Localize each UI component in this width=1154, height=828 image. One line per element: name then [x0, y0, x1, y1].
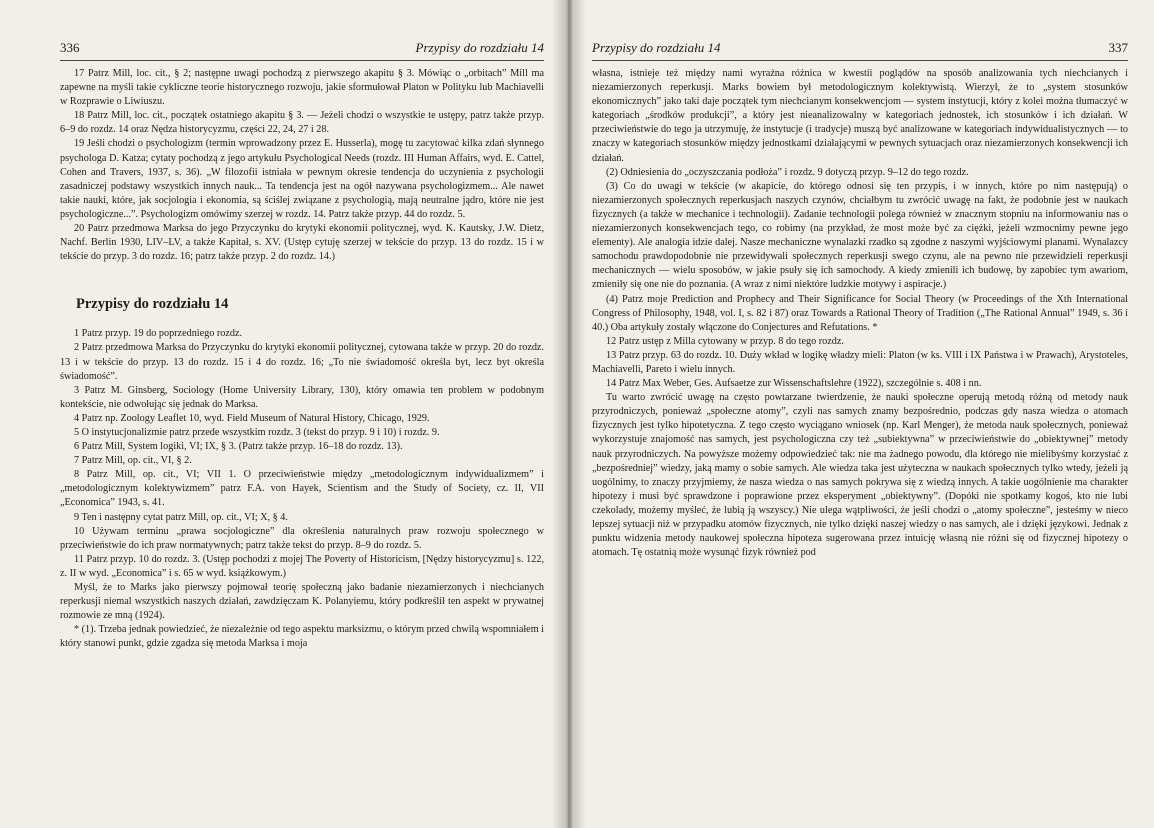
right-page	[572, 0, 1154, 828]
footnote-20: 20 Patrz przedmowa Marksa do jego Przyczynku do krytyki ekonomii politycznej, wyd. K. Kautsky, J.W. Dietz, Nachf. Berlin 1930, LIV–LV, a także Kapitał, s. XV. (Ustęp cytuję szerzej w tekście do przyp. 13 do rozdz. 15 i w tekście do przyp. 3 do rozdz. 16; patrz także przyp. 2 do rozdz. 14.)	[60, 223, 544, 263]
footnote-11-star-note: * (1). Trzeba jednak powiedzieć, że niezależnie od tego aspektu marksizmu, o którym przed chwilą wspomniałem i który stanowi punkt, gdzie zgadza się metoda Marksa i moja	[60, 624, 544, 650]
footnote-4: 4 Patrz np. Zoology Leaflet 10, wyd. Field Museum of Natural History, Chicago, 1929.	[74, 412, 430, 424]
footnote-17: 17 Patrz Mill, loc. cit., § 2; następne uwagi pochodzą z pierwszego akapitu § 3. Mówiąc o „orbitach” Mill ma zapewne na myśli takie cykliczne teorie historycznego rozwoju, jakie sformułował Platon w Polityku lub Machiavelli w Rozprawie o Liwiuszu.	[60, 68, 544, 108]
continuation-paragraph: własna, istnieje też między nami wyraźna różnica w kwestii poglądów na sposób analizowania tych niechcianych i niezamierzonych reperkusji. Marks bowiem był metodologicznym kolektywistą. Wierzył, że to „system stosunków ekonomicznych” jako taki daje początek tym niechcianym konsekwencjom — system instytucji, który z kolei można tłumaczyć w kategoriach „środków produkcji”, a który jest nieanalizowalny w kategoriach jednostek, ich stosunków i ich działań. W przeciwieństwie do tego ja utrzymuję, że instytucje (i tradycje) muszą być analizowane w kategoriach indywidualistycznych — to znaczy w kategoriach stosunków między jednostkami działającymi w pewnych sytuacjach oraz niezamierzonych konsekwencji ich działań.	[592, 68, 1128, 164]
left-footnotes-top	[60, 67, 544, 264]
footnote-8: 8 Patrz Mill, op. cit., VI; VII 1. O przeciwieństwie między „metodologicznym indywidualizmem” i „metodologicznym kolektywizmem” patrz F.A. von Hayek, Scientism and the Study of Society, cz. II, VII „Economica” 1943, s. 41.	[60, 469, 544, 509]
footnote-13: 13 Patrz przyp. 63 do rozdz. 10. Duży wkład w logikę władzy mieli: Platon (w ks. VIII i IX Państwa i w Prawach), Arystoteles, Machiavelli, Pareto i wielu innych.	[592, 349, 1128, 375]
left-page	[0, 0, 568, 828]
right-page-header	[592, 40, 1128, 61]
left-running-title: Przypisy do rozdziału 14	[415, 40, 544, 55]
note-2-paragraph: (2) Odniesienia do „oczyszczania podłoża” i rozdz. 9 dotyczą przyp. 9–12 do tego rozdz.	[606, 166, 969, 178]
section-heading: Przypisy do rozdziału 14	[76, 296, 229, 313]
right-running-title: Przypisy do rozdziału 14	[592, 40, 721, 55]
footnote-1: 1 Patrz przyp. 19 do poprzedniego rozdz.	[74, 328, 243, 340]
footnote-14: 14 Patrz Max Weber, Ges. Aufsaetze zur Wissenschaftslehre (1922), szczególnie s. 408 i nn.	[606, 378, 982, 390]
footnote-10: 10 Używam terminu „prawa socjologiczne” dla określenia naturalnych praw rozwoju społecznego w przeciwieństwie do ich praw normatywnych; patrz także tekst do przyp. 8–9 do rozdz. 5.	[60, 525, 544, 551]
left-page-header	[60, 40, 544, 61]
footnote-5: 5 O instytucjonalizmie patrz przede wszystkim rozdz. 3 (tekst do przyp. 9 i 10) i rozdz. 9.	[74, 426, 440, 438]
footnote-9: 9 Ten i następny cytat patrz Mill, op. cit., VI; X, § 4.	[74, 511, 288, 523]
footnote-7: 7 Patrz Mill, op. cit., VI, § 2.	[74, 455, 192, 467]
left-footnotes-section	[60, 327, 544, 651]
footnote-6: 6 Patrz Mill, System logiki, VI; IX, § 3. (Patrz także przyp. 16–18 do rozdz. 13).	[74, 441, 403, 453]
note-4-paragraph: (4) Patrz moje Prediction and Prophecy and Their Significance for Social Theory (w Proceedings of the Xth International Congress of Philosophy, 1948, vol. I, s. 82 i 87) oraz Towards a Rational Theory of Tradition („The Rational Annual” 1949, s. 36 i 40.) Oba artykuły zostały włączone do Conjectures and Refutations. *	[592, 293, 1128, 333]
right-body	[592, 67, 1128, 560]
note-3-paragraph: (3) Co do uwagi w tekście (w akapicie, do którego odnosi się ten przypis, i w innych, które po nim następują) o niezamierzonych społecznych reperkusjach naszych czynów, chciałbym tu zwrócić uwagę na fakt, że podobnie jest w naukach fizycznych (a także w mechanice i technologii). Zadanie technologii polega również w znacznym stopniu na informowaniu nas o niezamierzonych konsekwencjach tego, co robimy (na przykład, że most może być za ciężki, jeżeli wzmocnimy pewne jego elementy). Ale analogia idzie dalej. Nasze mechaniczne wynalazki rzadko są zgodne z naszymi wyjściowymi planami. Wynalazcy samochodu prawdopodobnie nie przewidywali społecznych reperkusji swego czynu, ale na pewno nie przewidzieli reperkusji mechanicznych — wielu sposobów, w jakie psuły się ich samochody. A kiedy zmienili ich budowę, by zapobiec tym awariom, zmieniły się one nie do poznania. (A wraz z nimi niektóre ludzkie motywy i aspiracje.)	[592, 180, 1128, 291]
footnote-3: 3 Patrz M. Ginsberg, Sociology (Home University Library, 130), który omawia ten problem w podobnym kontekście, nie odwołując się jednak do Marksa.	[60, 384, 544, 410]
footnote-11: 11 Patrz przyp. 10 do rozdz. 3. (Ustęp pochodzi z mojej The Poverty of Historicism, [Nędzy historycyzmu] s. 122, z. II w wyd. „Economica” i s. 65 w wyd. książkowym.)	[60, 553, 544, 579]
right-page-number: 337	[1108, 40, 1128, 55]
left-page-number: 336	[60, 40, 80, 55]
footnote-2: 2 Patrz przedmowa Marksa do Przyczynku do krytyki ekonomii politycznej, cytowana także w przyp. 20 do rozdz. 13 i w tekście do przyp. 13 do rozdz. 15 i 4 do rozdz. 16; „To nie świadomość określa byt, lecz byt określa świadomość”.	[60, 342, 544, 382]
footnote-19: 19 Jeśli chodzi o psychologizm (termin wprowadzony przez E. Husserla), mogę tu zacytować kilka zdań słynnego psychologa D. Katza; cytaty pochodzą z jego artykułu Psychological Needs (rozdz. III Human Affairs, wyd. E. Cattel, Cohen and Travers, 1937, s. 36). „W filozofii istniała w pewnym okresie tendencja do uczynienia z psychologii zasadniczej podstawy wszystkich innych nauk... Ta tendencja jest na ogół nazywana psychologizmem... Ale nawet takie nauki, które, jak socjologia i ekonomia, są ściślej związane z psychologią, mają neutralne jądro, które nie jest psychologiczne...”. Psychologizm omówimy szerzej w rozdz. 14. Patrz także przyp. 44 do rozdz. 5.	[60, 138, 544, 220]
footnote-14-discussion: Tu warto zwrócić uwagę na często powtarzane twierdzenie, że nauki społeczne operują metodą różną od metody nauk przyrodniczych, ponieważ „społeczne atomy”, czyli nas samych znamy bezpośrednio, podczas gdy nasza wiedza o atomach fizycznych jest tylko hipotetyczna. Z tego często wyciągano wniosek (np. Karl Menger), że metoda nauk społecznych, ponieważ wykorzystuje znajomość nas samych, jest psychologiczna czy też „subiektywna” w przeciwieństwie do „obiektywnej” metody nauk przyrodniczych. Na powyższe możemy odpowiedzieć tak: nie ma żadnego powodu, dla którego nie mielibyśmy korzystać z „bezpośredniej” wiedzy, jaką mamy o sobie samych. Ale wiedza taka jest użyteczna w naukach społecznych tylko wtedy, jeżeli ją uogólnimy, to znaczy przyjmiemy, że nasza wiedza o nas samych pokrywa się z wiedzą innych. A takie uogólnienie ma charakter hipotezy i musi być sprawdzone i poprawione przez eksperyment „obiektywny”. (Dopóki nie spotkamy kogoś, kto nie lubi czekolady, możemy myśleć, że lubią ją wszyscy.) Nie ulega wątpliwości, że jeśli chodzi o „atomy społeczne”, jesteśmy w nieco lepszej sytuacji niż w przypadku atomów fizycznych, nie tylko dzięki naszej wiedzy o nas samych, ale i dzięki językowi. Jednak z punktu widzenia metody naukowej społeczna hipoteza sugerowana przez intuicję własną nie różni się od fizycznej hipotezy o atomach. Tę ostatnią może wysunąć fizyk również pod	[592, 392, 1128, 559]
footnote-11-continuation: Myśl, że to Marks jako pierwszy pojmował teorię społeczną jako badanie niezamierzonych i niechcianych reperkusji niemal wszystkich naszych działań, zawdzięczam K. Polanyiemu, który podkreślił ten aspekt w prywatnej rozmowie ze mną (1924).	[60, 582, 544, 622]
footnote-18: 18 Patrz Mill, loc. cit., początek ostatniego akapitu § 3. — Jeżeli chodzi o wszystkie te ustępy, patrz także przyp. 6–9 do rozdz. 14 oraz Nędza historycyzmu, części 22, 24, 27 i 28.	[60, 110, 544, 136]
footnote-12: 12 Patrz ustęp z Milla cytowany w przyp. 8 do tego rozdz.	[606, 335, 844, 347]
